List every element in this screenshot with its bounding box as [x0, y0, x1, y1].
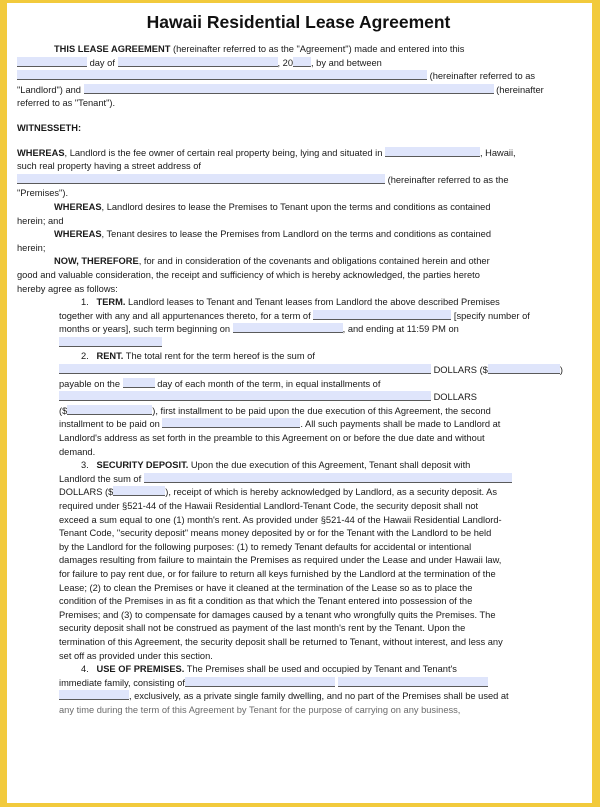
term-length-field[interactable] [313, 310, 451, 320]
term-line-2: together with any and all appurtenances thereto, for a term of [specify number of [59, 310, 530, 321]
deposit-line-2: Landlord the sum of [17, 473, 580, 487]
installment-words-field[interactable] [59, 391, 431, 401]
whereas-1-line-3: (hereinafter referred to as the [17, 174, 580, 188]
deposit-body-10: security deposit shall not be construed as payment of the last month's rent by the Tenant. Upon the [59, 623, 466, 634]
witnesseth-heading: WITNESSETH: [17, 122, 82, 133]
year-field[interactable] [293, 57, 311, 67]
rent-line-1: 2. RENT. The total rent for the term hereof is the sum of [81, 351, 315, 362]
now-therefore-line-2: good and valuable consideration, the receipt and sufficiency of which is hereby acknowledged, the parties hereto [17, 269, 480, 280]
use-line-3: , exclusively, as a private single family dwelling, and no part of the Premises shall be used at [17, 690, 580, 704]
rent-line-2: DOLLARS ($ ) [17, 364, 580, 378]
use-line-2: immediate family, consisting of [17, 677, 580, 691]
total-rent-amount-field[interactable] [488, 364, 560, 374]
deposit-words-field[interactable] [144, 473, 512, 483]
now-therefore-line-3: hereby agree as follows: [17, 283, 118, 294]
intro-line-2: day of , 20 , by and between [17, 57, 580, 71]
whereas-3-line-2: herein; [17, 242, 46, 253]
rent-line-7: Landlord's address as set forth in the preamble to this Agreement on or before the due date and without [59, 433, 485, 444]
tenant-name-field[interactable] [84, 84, 494, 94]
term-start-field[interactable] [233, 323, 343, 333]
intro-line-5: referred to as "Tenant"). [17, 98, 116, 109]
occupant-field-1[interactable] [185, 677, 335, 687]
second-installment-date-field[interactable] [162, 418, 300, 428]
intro-line-3: (hereinafter referred to as [17, 70, 580, 84]
intro-line-4: "Landlord") and (hereinafter [17, 84, 544, 95]
deposit-line-1: 3. SECURITY DEPOSIT. Upon the due execution of this Agreement, Tenant shall deposit with [81, 460, 471, 471]
month-field[interactable] [118, 57, 278, 67]
deposit-body-12: set off as provided under this section. [59, 650, 213, 661]
rent-line-5: ($ ), first installment to be paid upon the due execution of this Agreement, the second [59, 405, 491, 416]
intro-paragraph: THIS LEASE AGREEMENT (hereinafter referred to as the "Agreement") made and entered into this [54, 44, 465, 54]
use-line-4: any time during the term of this Agreement by Tenant for the purpose of carrying on any business, [59, 704, 461, 715]
occupant-field-2[interactable] [338, 677, 488, 687]
deposit-body-6: for failure to pay rent due, or for failure to return all keys furnished by the Landlord at the termination of the [59, 568, 496, 579]
document-page [7, 3, 592, 803]
deposit-body-1: required under §521-44 of the Hawaii Residential Landlord-Tenant Code, the security deposit shall not [59, 501, 479, 511]
document-title: Hawaii Residential Lease Agreement [146, 12, 451, 32]
county-field[interactable] [385, 147, 480, 157]
rent-line-3: payable on the day of each month of the term, in equal installments of [59, 378, 381, 389]
day-field[interactable] [17, 57, 87, 67]
whereas-1-line-1: WHEREAS, Landlord is the fee owner of certain real property being, lying and situated in , Hawaii, [17, 147, 516, 158]
term-end-field[interactable] [59, 337, 162, 347]
payment-day-field[interactable] [123, 378, 155, 388]
deposit-body-4: by the Landlord for the following purposes: (1) to remedy Tenant defaults for accidental or intentional [59, 541, 472, 552]
now-therefore-line-1: NOW, THEREFORE, for and in consideration of the covenants and obligations contained herein and other [54, 256, 490, 267]
whereas-3-line-1: WHEREAS, Tenant desires to lease the Premises from Landlord on the terms and conditions as contained [54, 229, 492, 240]
deposit-amount-field[interactable] [113, 486, 165, 496]
installment-amount-field[interactable] [67, 405, 152, 415]
rent-line-8: demand. [59, 446, 96, 457]
occupant-field-3[interactable] [59, 690, 129, 700]
deposit-body-7: Lease; (2) to clean the Premises or have it cleaned at the termination of the Lease so as to place the [59, 582, 473, 593]
deposit-line-3: DOLLARS ($ ), receipt of which is hereby acknowledged by Landlord, as a security deposit. As [59, 487, 498, 498]
whereas-1-line-2: such real property having a street address of [17, 161, 201, 172]
deposit-body-8: condition of the Premises in as fit a condition as that which the Tenant entered into possession of the [59, 596, 473, 607]
lease-document [17, 11, 580, 718]
spacer [17, 136, 580, 147]
total-rent-words-field[interactable] [59, 364, 431, 374]
deposit-body-5: damages resulting from failure to maintain the Premises as required under the Lease and under Hawaii law, [59, 555, 502, 566]
whereas-1-line-4: "Premises"). [17, 188, 69, 199]
rent-line-6: installment to be paid on . All such payments shall be made to Landlord at [59, 419, 501, 430]
spacer [17, 111, 580, 122]
deposit-body-3: Tenant Code, "security deposit" means money deposited by or for the Tenant with the Landlord to be held [59, 528, 492, 539]
term-line-4 [17, 337, 580, 351]
whereas-2-line-1: WHEREAS, Landlord desires to lease the Premises to Tenant upon the terms and conditions as contained [54, 201, 491, 212]
deposit-body-9: Premises; and (3) to compensate for damages caused by a tenant who wrongfully quits the Premises. The [59, 609, 496, 620]
term-line-1: 1. TERM. Landlord leases to Tenant and Tenant leases from Landlord the above described Premises [81, 297, 500, 308]
rent-line-4: DOLLARS [17, 391, 580, 405]
landlord-name-field[interactable] [17, 70, 427, 80]
deposit-body-11: termination of this Agreement, the security deposit shall be returned to Tenant, without interest, and less any [59, 636, 503, 647]
term-line-3: months or years], such term beginning on , and ending at 11:59 PM on [59, 324, 459, 335]
street-address-field[interactable] [17, 174, 385, 184]
use-line-1: 4. USE OF PREMISES. The Premises shall be used and occupied by Tenant and Tenant's [81, 664, 457, 675]
whereas-2-line-2: herein; and [17, 215, 64, 226]
deposit-body-2: exceed a sum equal to one (1) month's rent. As provided under §521-44 of the Hawaii Residential Landlord- [59, 514, 502, 525]
